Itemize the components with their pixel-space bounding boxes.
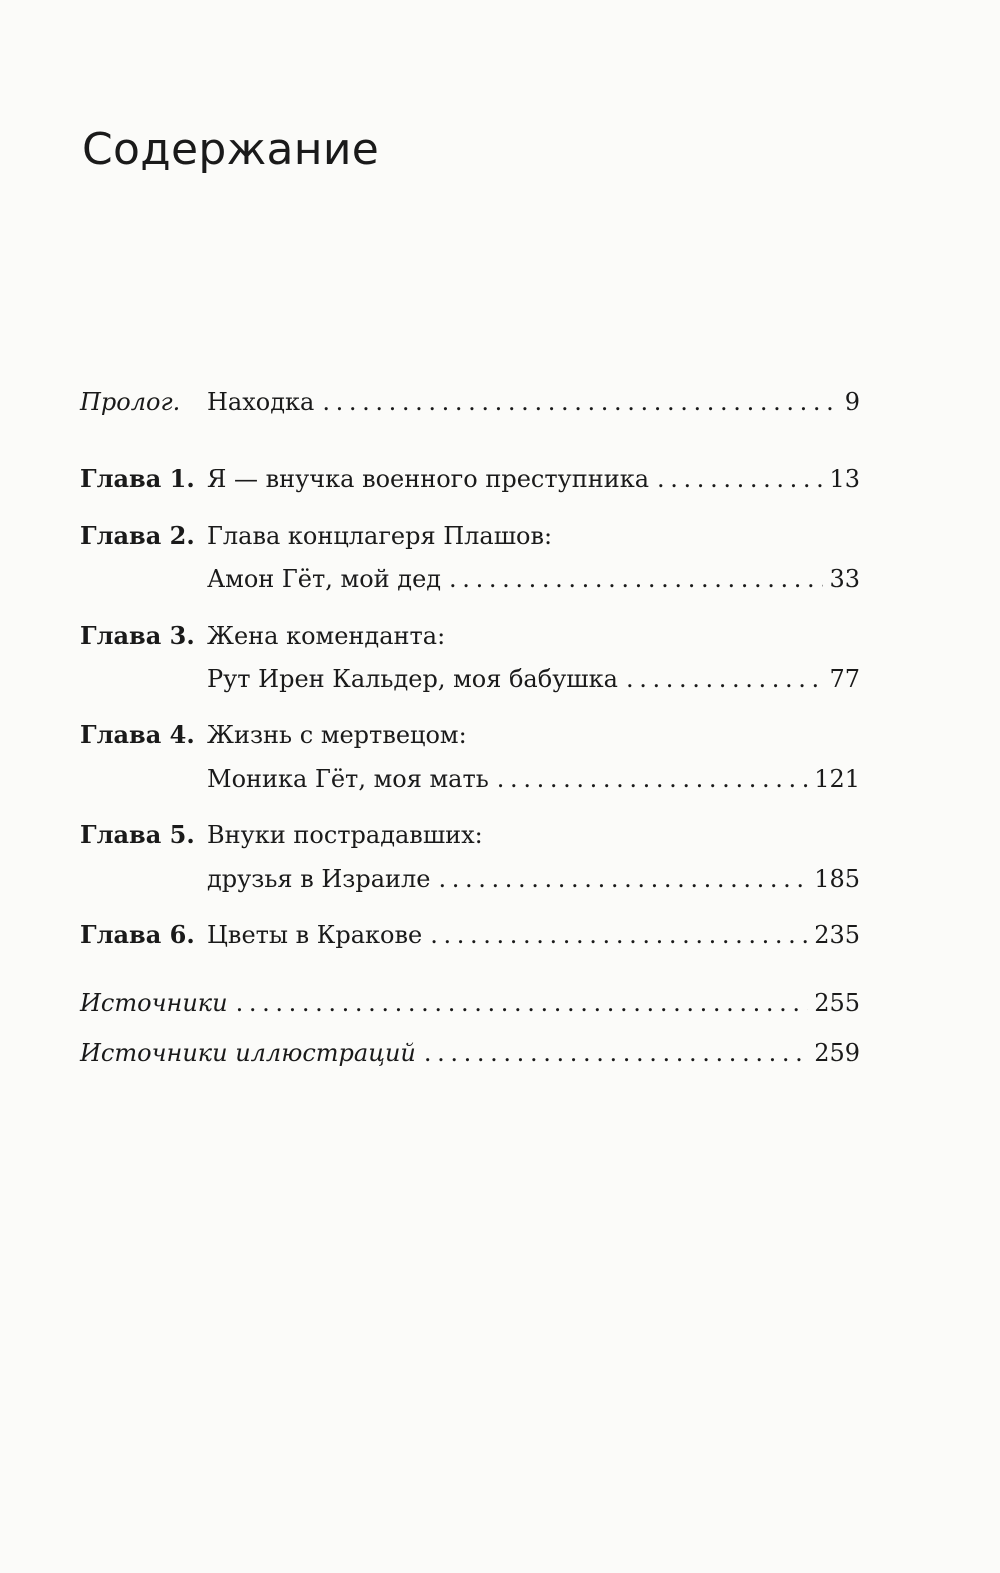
- toc-entry-prologue: [80, 384, 860, 420]
- toc-entry-title-line-1: Глава концлагеря Плашов:: [207, 522, 553, 550]
- toc-page-number: 33: [829, 565, 860, 593]
- toc-entry-label: Глава 3.: [80, 621, 195, 650]
- toc-page-number: 259: [814, 1039, 860, 1067]
- toc-entry-title: Находка: [207, 388, 315, 416]
- toc-entry-label: Глава 1.: [80, 464, 195, 493]
- toc-entry-chapter-4: [80, 717, 860, 753]
- toc-page-number: 255: [814, 989, 860, 1017]
- toc-entry-sources: [80, 985, 860, 1021]
- toc-entry-chapter-2-continuation: [80, 561, 860, 597]
- toc-entry-chapter-4-continuation: [80, 761, 860, 797]
- toc-page-number: 185: [814, 865, 860, 893]
- leader-dots: [449, 561, 823, 597]
- leader-dots: [497, 761, 808, 797]
- toc-entry-label: Глава 5.: [80, 820, 195, 849]
- toc-entry-chapter-5-continuation: [80, 861, 860, 897]
- toc-entry-label: Глава 4.: [80, 720, 195, 749]
- toc-page-number: 235: [814, 921, 860, 949]
- leader-dots: [657, 461, 823, 497]
- toc-entry-chapter-3: [80, 618, 860, 654]
- toc-page-number: 9: [844, 388, 860, 416]
- toc-entry-label: Глава 6.: [80, 920, 195, 949]
- toc-entry-title: Источники: [80, 989, 228, 1017]
- toc-entry-title-line-2: Моника Гёт, моя мать: [207, 765, 489, 793]
- toc-page-number: 77: [829, 665, 860, 693]
- toc-entry-title-line-2: Рут Ирен Кальдер, моя бабушка: [207, 665, 618, 693]
- toc-entry-title: Я — внучка военного преступника: [207, 465, 650, 493]
- toc-entry-chapter-5: [80, 817, 860, 853]
- toc-entry-label: Пролог.: [80, 388, 181, 416]
- toc-entry-chapter-3-continuation: [80, 661, 860, 697]
- leader-dots: [424, 1035, 808, 1071]
- toc-entry-chapter-1: [80, 461, 860, 497]
- toc-entry-title: Цветы в Кракове: [207, 921, 423, 949]
- toc-entry-illustration-sources: [80, 1035, 860, 1071]
- page-title: Содержание: [82, 124, 380, 175]
- toc-page-number: 13: [829, 465, 860, 493]
- table-of-contents: [80, 0, 860, 1573]
- toc-entry-title-line-1: Внуки пострадавших:: [207, 821, 483, 849]
- toc-entry-chapter-2: [80, 518, 860, 554]
- toc-entry-chapter-6: [80, 917, 860, 953]
- leader-dots: [626, 661, 824, 697]
- toc-entry-title-line-1: Жена коменданта:: [207, 622, 446, 650]
- toc-page-number: 121: [814, 765, 860, 793]
- toc-entry-label: Глава 2.: [80, 521, 195, 550]
- leader-dots: [236, 985, 809, 1021]
- leader-dots: [430, 917, 808, 953]
- toc-entry-title-line-2: друзья в Израиле: [207, 865, 431, 893]
- toc-entry-title-line-1: Жизнь с мертвецом:: [207, 721, 467, 749]
- toc-entry-title-line-2: Амон Гёт, мой дед: [207, 565, 442, 593]
- toc-entry-title: Источники иллюстраций: [80, 1039, 416, 1067]
- leader-dots: [322, 384, 838, 420]
- leader-dots: [438, 861, 808, 897]
